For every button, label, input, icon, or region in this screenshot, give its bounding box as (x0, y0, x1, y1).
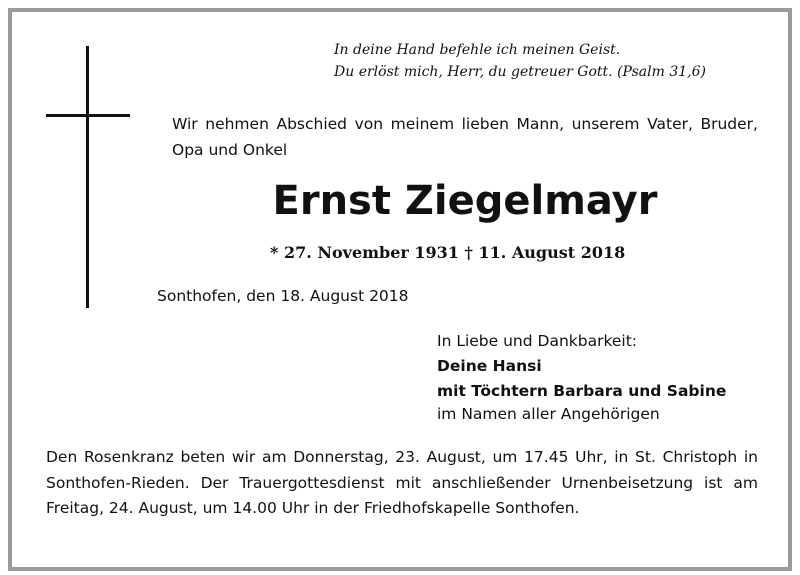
verse-line-2: Du erlöst mich, Herr, du getreuer Gott. (Psalm 31,6) (334, 64, 706, 80)
cross-icon (86, 46, 89, 308)
cross-icon-bar (46, 114, 130, 117)
deceased-name: Ernst Ziegelmayr (272, 178, 658, 224)
intro-text: Wir nehmen Abschied von meinem lieben Mann, unserem Vater, Bruder, Opa und Onkel (172, 115, 758, 159)
place-and-date: Sonthofen, den 18. August 2018 (157, 287, 409, 305)
thanks-line-2: Deine Hansi (437, 357, 542, 375)
thanks-line-1: In Liebe und Dankbarkeit: (437, 332, 638, 350)
birth-death-dates: * 27. November 1931 † 11. August 2018 (270, 243, 626, 262)
service-notice: Den Rosenkranz beten wir am Donnerstag, 23. August, um 17.45 Uhr, in St. Christoph in Sonthofen-Rieden. Der Trauergottesdienst mit anschließender Urnenbeisetzung ist am Freitag, 24. August, um 14.00 Uhr in der Friedhofskapelle Sonthofen. (46, 448, 758, 517)
verse-line-1: In deine Hand befehle ich meinen Geist. (334, 42, 621, 58)
thanks-line-3: mit Töchtern Barbara und Sabine (437, 382, 727, 400)
thanks-line-4: im Namen aller Angehörigen (437, 405, 660, 423)
